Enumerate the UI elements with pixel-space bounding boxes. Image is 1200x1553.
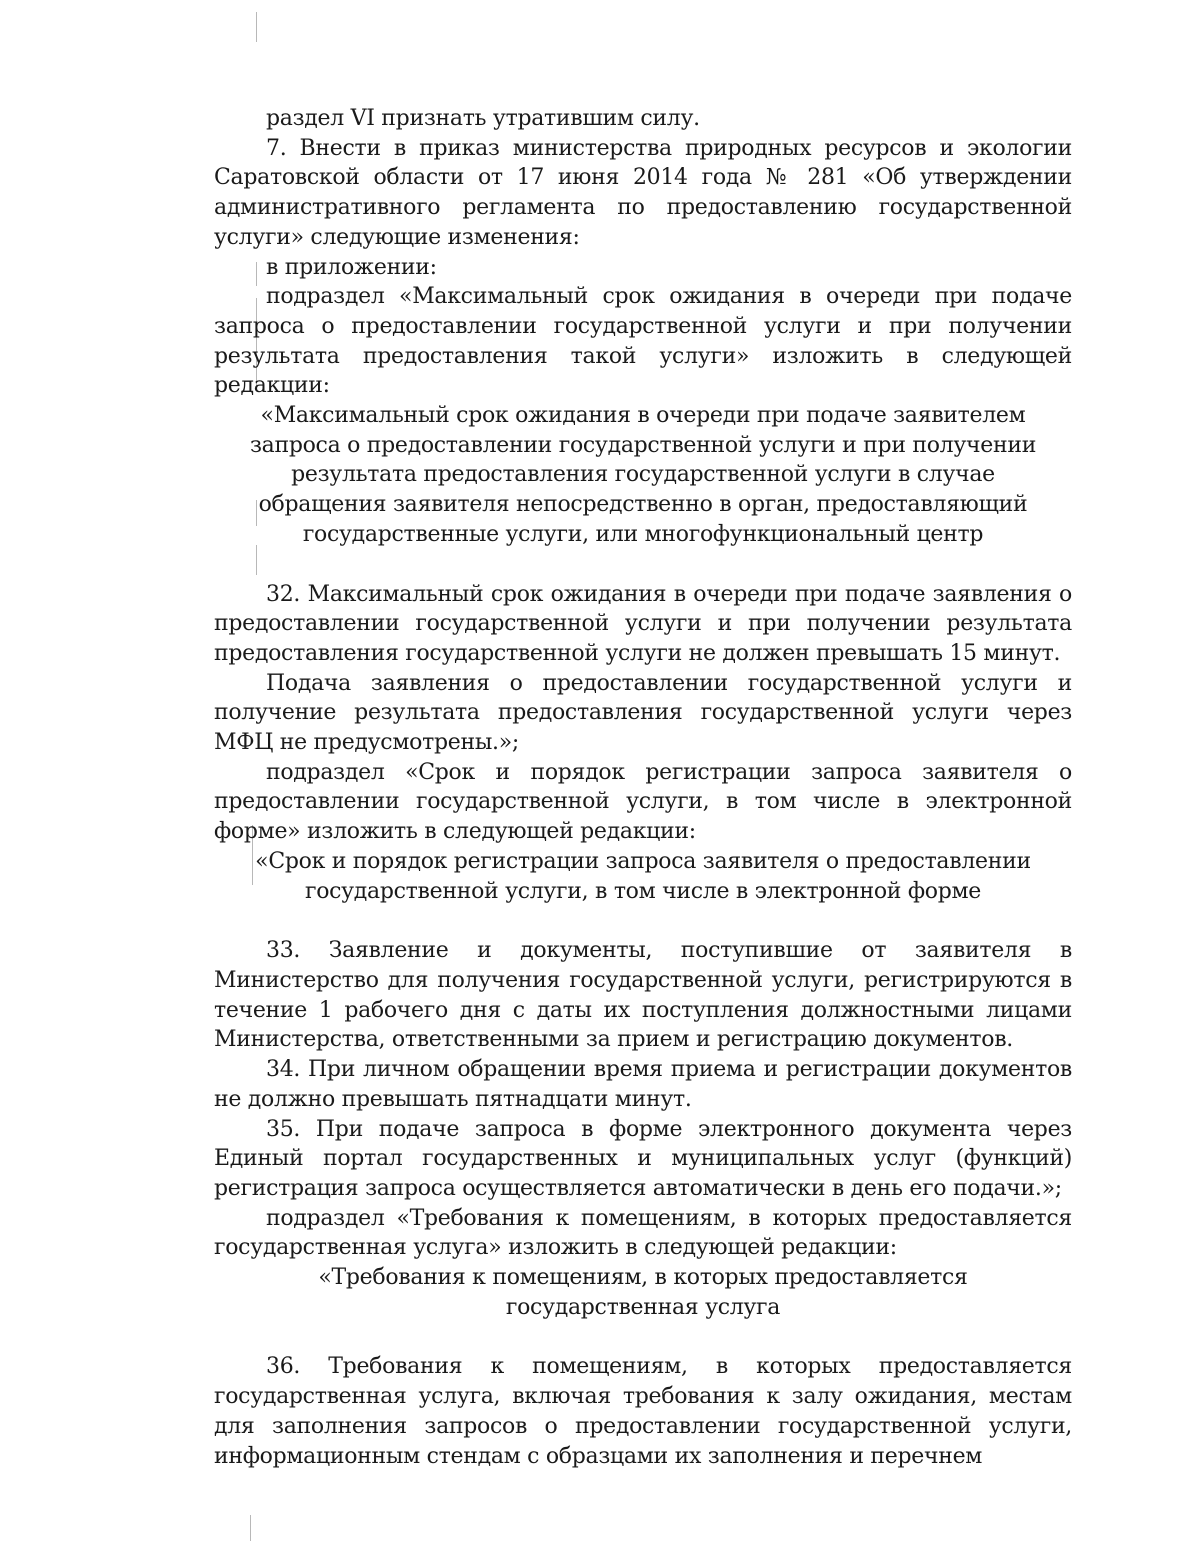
paragraph: подраздел «Срок и порядок регистрации запроса заявителя о предоставлении государственной услуги, в том числе в электронной форме» изложить в следующей редакции:	[214, 759, 1072, 845]
paragraph: раздел VI признать утратившим силу.	[266, 106, 700, 131]
section-heading: «Максимальный срок ожидания в очереди при подаче заявителем запроса о предоставлении государственной услуги и при получении результата предоставления государственной услуги в случае обращения заявителя непосредственно в орган, предоставляющий государственные услуги, или многофункциональный центр	[249, 403, 1037, 547]
spacer	[214, 550, 1072, 580]
spacer	[214, 906, 1072, 936]
paragraph: Подача заявления о предоставлении государственной услуги и получение результата предоставления государственной услуги через МФЦ не предусмотрены.»;	[214, 670, 1072, 756]
scan-margin-line	[256, 12, 257, 42]
section-heading: «Срок и порядок регистрации запроса заявителя о предоставлении государственной услуги, в том числе в электронной форме	[255, 848, 1031, 904]
paragraph: 36. Требования к помещениям, в которых предоставляется государственная услуга, включая требования к залу ожидания, местам для заполнения запросов о предоставлении государственной услуги, информационным стендам с образцами их заполнения и перечнем	[214, 1354, 1072, 1469]
paragraph: подраздел «Максимальный срок ожидания в очереди при подаче запроса о предоставлении государственной услуги и при получении результата предоставления такой услуги» изложить в следующей редакции:	[214, 284, 1072, 399]
paragraph: 34. При личном обращении время приема и регистрации документов не должно превышать пятнадцати минут.	[214, 1057, 1072, 1112]
paragraph: 35. При подаче запроса в форме электронного документа через Единый портал государственных и муниципальных услуг (функций) регистрация запроса осуществляется автоматически в день его подачи.»;	[214, 1116, 1072, 1201]
document-body	[214, 104, 1072, 1471]
section-heading: «Требования к помещениям, в которых предоставляется государственная услуга	[318, 1265, 968, 1320]
scan-margin-line	[250, 1515, 251, 1541]
spacer	[214, 1322, 1072, 1352]
paragraph: подраздел «Требования к помещениям, в которых предоставляется государственная услуга» изложить в следующей редакции:	[214, 1205, 1072, 1261]
paragraph: 7. Внести в приказ министерства природных ресурсов и экологии Саратовской области от 17 июня 2014 года № 281 «Об утверждении административного регламента по предоставлению государственной услуги» следующие изменения:	[214, 135, 1072, 250]
paragraph: 32. Максимальный срок ожидания в очереди при подаче заявления о предоставлении государственной услуги и при получении результата предоставления государственной услуги не должен превышать 15 минут.	[214, 581, 1072, 666]
paragraph: 33. Заявление и документы, поступившие от заявителя в Министерство для получения государственной услуги, регистрируются в течение 1 рабочего дня с даты их поступления должностными лицами Министерства, ответственными за прием и регистрацию документов.	[214, 938, 1072, 1053]
paragraph: в приложении:	[266, 254, 437, 280]
